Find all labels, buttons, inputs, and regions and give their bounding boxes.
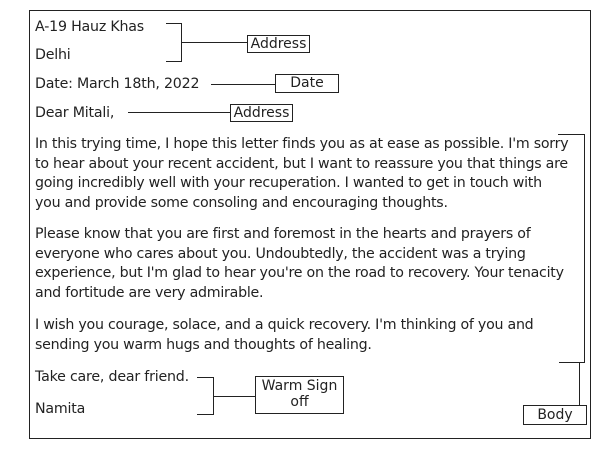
signoff-connector	[214, 396, 256, 397]
date-label: Date	[275, 74, 339, 93]
date-connector	[211, 84, 275, 85]
body-line: experience, but I'm glad to hear you're on the road to recovery. Your tenacity	[35, 265, 564, 281]
address-bracket-bottom	[166, 61, 182, 62]
body-line: In this trying time, I hope this letter finds you as at ease as possible. I'm sorry	[35, 136, 569, 152]
body-line: you and provide some consoling and encouraging thoughts.	[35, 194, 448, 211]
salutation-connector	[128, 112, 231, 113]
body-line: to hear about your recent accident, but I want to reassure you that things are	[35, 155, 568, 172]
body-label: Body	[523, 405, 587, 425]
body-line: and fortitude are very admirable.	[35, 284, 264, 301]
body-bracket-bottom	[559, 362, 585, 363]
signature: Namita	[35, 401, 86, 417]
address-line-1: A-19 Hauz Khas	[35, 19, 144, 35]
signoff-bracket-top	[197, 377, 213, 378]
address-connector	[182, 42, 248, 43]
body-paragraph-1	[35, 135, 590, 213]
signoff-label	[255, 376, 344, 414]
body-line: everyone who cares about you. Undoubtedly, the accident was a trying	[35, 245, 526, 262]
signoff-label-line1: Warm Sign	[261, 378, 338, 394]
body-line: I wish you courage, solace, and a quick recovery. I'm thinking of you and	[35, 317, 534, 333]
address-label: Address	[247, 35, 310, 53]
body-line: sending you warm hugs and thoughts of healing.	[35, 336, 372, 353]
address-bracket-top	[166, 23, 182, 24]
body-bracket-vertical	[584, 134, 585, 363]
body-paragraph-2	[35, 225, 590, 303]
signoff-label-line2: off	[290, 394, 309, 410]
body-bracket-top	[558, 134, 585, 135]
body-connector	[579, 362, 580, 405]
body-paragraph-3	[35, 316, 590, 355]
date-line: Date: March 18th, 2022	[35, 76, 200, 92]
body-line: Please know that you are first and foremost in the hearts and prayers of	[35, 226, 531, 242]
signoff-bracket-bottom	[197, 414, 214, 415]
body-line: going incredibly well with your recuperation. I wanted to get in touch with	[35, 175, 542, 191]
address-line-2: Delhi	[35, 47, 71, 63]
salutation-label: Address	[230, 104, 293, 122]
salutation: Dear Mitali,	[35, 105, 115, 121]
closing-line: Take care, dear friend.	[35, 369, 189, 385]
